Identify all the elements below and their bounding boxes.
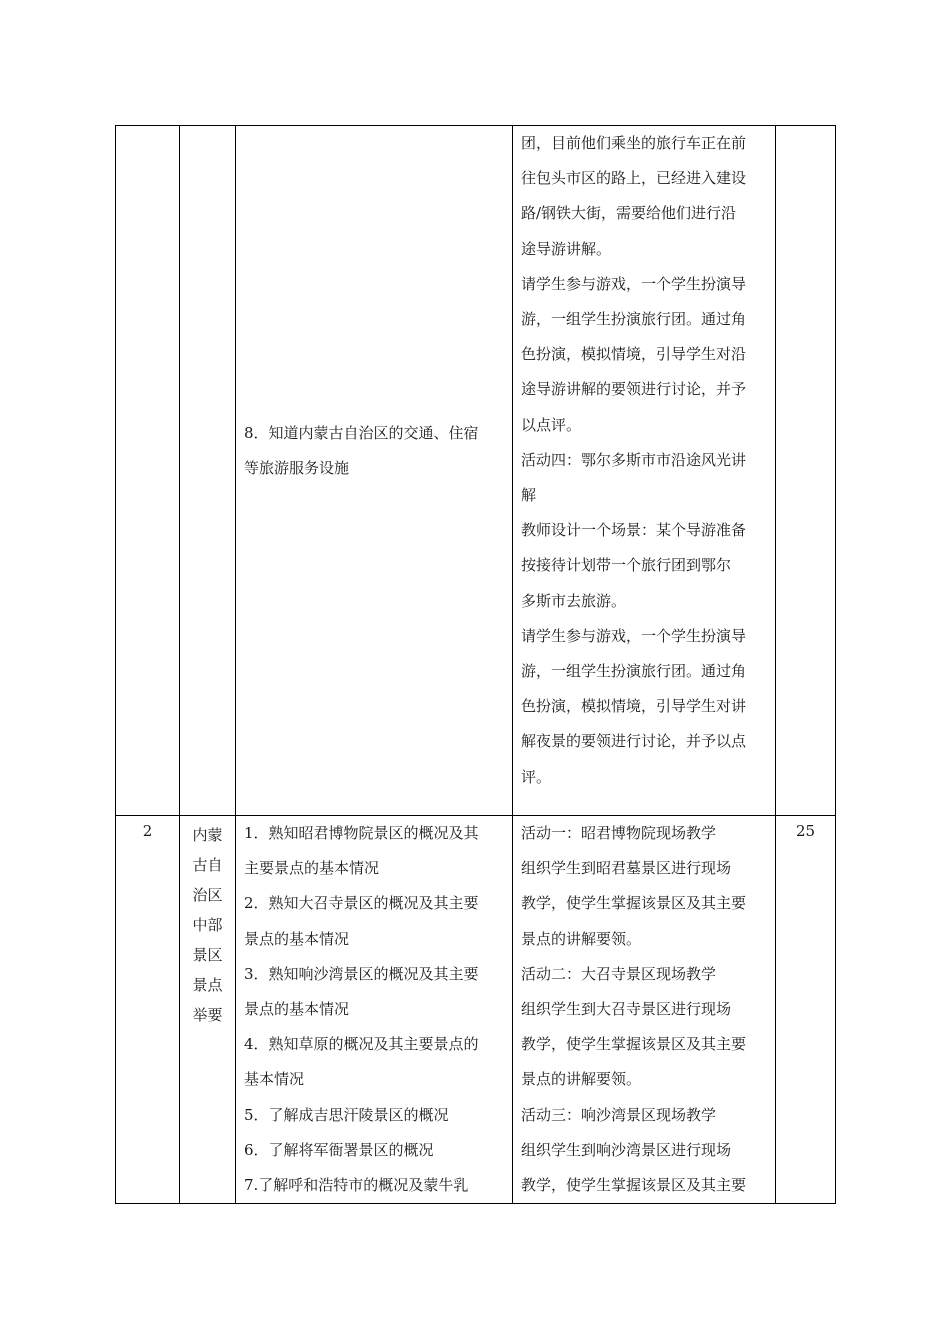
activity-line: 多斯市去旅游。	[521, 591, 627, 610]
unit-name-cell	[180, 126, 236, 816]
activity-line: 往包头市区的路上，已经进入建设	[521, 169, 747, 188]
unit-number-cell	[116, 126, 180, 816]
objectives-cell	[236, 126, 513, 816]
objective-line: 2．熟知大召寺景区的概况及其主要	[244, 894, 479, 913]
objective-line: 1．熟知昭君博物院景区的概况及其	[244, 824, 479, 842]
activity-line: 请学生参与游戏，一个学生扮演导	[521, 626, 747, 645]
table-row	[116, 126, 836, 816]
activity-line: 景点的讲解要领。	[521, 929, 642, 948]
objective-line: 7.了解呼和浩特市的概况及蒙牛乳	[244, 1176, 469, 1195]
hours-cell	[776, 816, 836, 1204]
activity-line: 以点评。	[521, 415, 582, 434]
objective-line: 4．熟知草原的概况及其主要景点的	[244, 1035, 479, 1054]
activity-line: 评。	[521, 767, 552, 786]
activities-cell	[513, 816, 776, 1204]
unit-name-cell	[180, 816, 236, 1204]
activity-line: 教学，使学生掌握该景区及其主要	[521, 894, 747, 913]
activity-line: 路/钢铁大街，需要给他们进行沿	[521, 204, 737, 223]
objective-line: 景点的基本情况	[244, 929, 350, 948]
activity-line: 色扮演，模拟情境，引导学生对沿	[521, 345, 747, 364]
objective-line: 景点的基本情况	[244, 1000, 350, 1019]
activity-line: 组织学生到昭君墓景区进行现场	[521, 859, 732, 878]
objective-line: 8．知道内蒙古自治区的交通、住宿	[244, 424, 479, 442]
activity-line: 活动三：响沙湾景区现场教学	[521, 1105, 717, 1124]
objective-line: 6．了解将军衙署景区的概况	[244, 1140, 434, 1159]
activity-line: 教学，使学生掌握该景区及其主要	[521, 1176, 747, 1195]
unit-number: 2	[142, 822, 153, 840]
activity-line: 组织学生到响沙湾景区进行现场	[521, 1140, 732, 1159]
unit-number-cell	[116, 816, 180, 1204]
unit-name: 内蒙 古自 治区 中部 景区 景点 举要	[192, 826, 223, 1024]
activity-line: 游，一组学生扮演旅行团。通过角	[521, 310, 747, 329]
activity-line: 活动四：鄂尔多斯市市沿途风光讲	[521, 450, 747, 469]
activity-line: 活动二：大召寺景区现场教学	[521, 964, 717, 983]
objectives-cell	[236, 816, 513, 1204]
activity-line: 色扮演，模拟情境，引导学生对讲	[521, 697, 747, 716]
objective-line: 基本情况	[244, 1070, 305, 1089]
activity-line: 组织学生到大召寺景区进行现场	[521, 1000, 732, 1019]
activity-line: 解夜景的要领进行讨论，并予以点	[521, 732, 747, 751]
syllabus-table	[115, 125, 836, 1204]
activities-cell	[513, 126, 776, 816]
activity-line: 团，目前他们乘坐的旅行车正在前	[521, 134, 747, 152]
activity-line: 教学，使学生掌握该景区及其主要	[521, 1035, 747, 1054]
activity-line: 景点的讲解要领。	[521, 1070, 642, 1089]
table-row	[116, 816, 836, 1204]
activity-line: 按接待计划带一个旅行团到鄂尔	[521, 556, 732, 575]
activity-line: 游，一组学生扮演旅行团。通过角	[521, 662, 747, 681]
activity-line: 教师设计一个场景：某个导游准备	[521, 521, 747, 540]
activity-line: 途导游讲解。	[521, 239, 612, 258]
hours-cell	[776, 126, 836, 816]
activity-line: 活动一：昭君博物院现场教学	[521, 824, 717, 842]
activity-line: 请学生参与游戏，一个学生扮演导	[521, 274, 747, 293]
objective-line: 5．了解成吉思汗陵景区的概况	[244, 1105, 449, 1124]
objective-line: 3．熟知响沙湾景区的概况及其主要	[244, 964, 479, 983]
objective-line: 主要景点的基本情况	[244, 859, 380, 878]
activity-line: 解	[521, 486, 537, 505]
hours-value: 25	[795, 822, 816, 840]
activity-line: 途导游讲解的要领进行讨论，并予	[521, 380, 747, 399]
objective-line: 等旅游服务设施	[244, 459, 350, 478]
